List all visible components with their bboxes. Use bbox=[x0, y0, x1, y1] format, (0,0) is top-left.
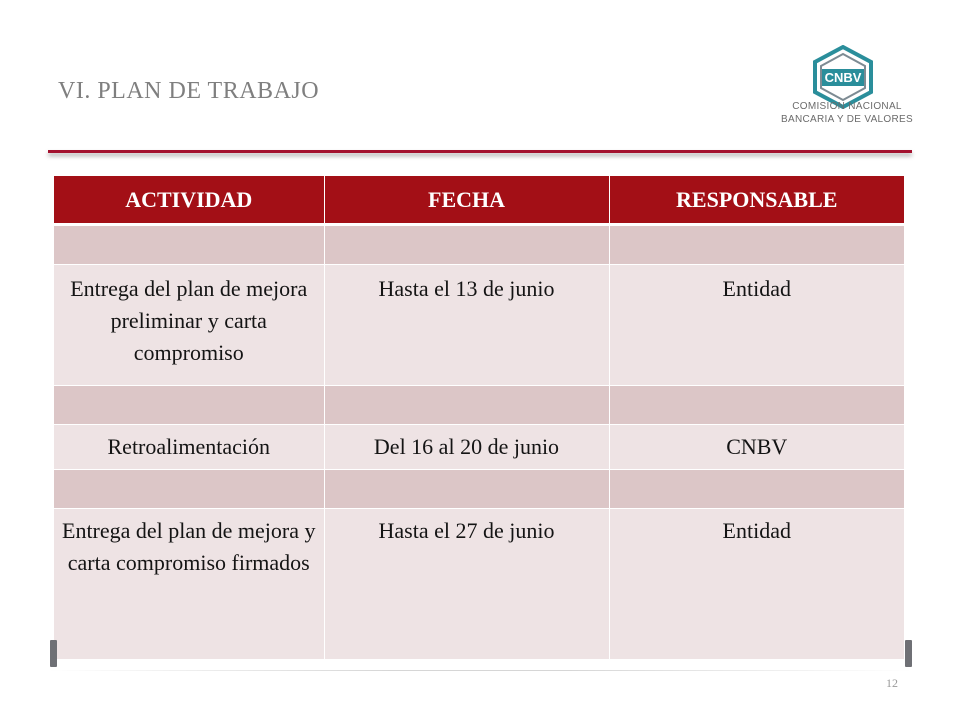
footer-right-marker bbox=[905, 640, 912, 667]
cell-fecha: Hasta el 27 de junio bbox=[324, 509, 609, 660]
header-actividad: ACTIVIDAD bbox=[54, 176, 324, 225]
header-responsable: RESPONSABLE bbox=[609, 176, 904, 225]
table-header-row bbox=[54, 176, 904, 225]
cell-actividad: Retroalimentación bbox=[54, 425, 324, 470]
work-plan-table bbox=[54, 176, 904, 659]
cell-responsable: CNBV bbox=[609, 425, 904, 470]
cell-responsable: Entidad bbox=[609, 265, 904, 386]
title-divider bbox=[48, 150, 912, 153]
cell-responsable: Entidad bbox=[609, 509, 904, 660]
logo-abbreviation: CNBV bbox=[824, 70, 862, 85]
cell-actividad: Entrega del plan de mejora y carta compromiso firmados bbox=[54, 509, 324, 660]
page-title: VI. PLAN DE TRABAJO bbox=[58, 78, 320, 104]
footer-left-marker bbox=[50, 640, 57, 667]
cnbv-hexagon-icon bbox=[810, 45, 876, 109]
table-row bbox=[54, 425, 904, 470]
cell-actividad: Entrega del plan de mejora preliminar y carta compromiso bbox=[54, 265, 324, 386]
table-row bbox=[54, 509, 904, 660]
page-number: 12 bbox=[886, 676, 898, 690]
logo-text-line1: COMISION NACIONAL bbox=[792, 101, 902, 112]
cell-fecha: Hasta el 13 de junio bbox=[324, 265, 609, 386]
logo-text-line2: BANCARIA Y DE VALORES bbox=[781, 114, 913, 125]
cell-fecha: Del 16 al 20 de junio bbox=[324, 425, 609, 470]
footer-divider bbox=[48, 670, 912, 671]
table-spacer-row bbox=[54, 225, 904, 265]
header-fecha: FECHA bbox=[324, 176, 609, 225]
table-spacer-row bbox=[54, 386, 904, 425]
table-row bbox=[54, 265, 904, 386]
cnbv-logo bbox=[772, 45, 922, 135]
table-spacer-row bbox=[54, 470, 904, 509]
